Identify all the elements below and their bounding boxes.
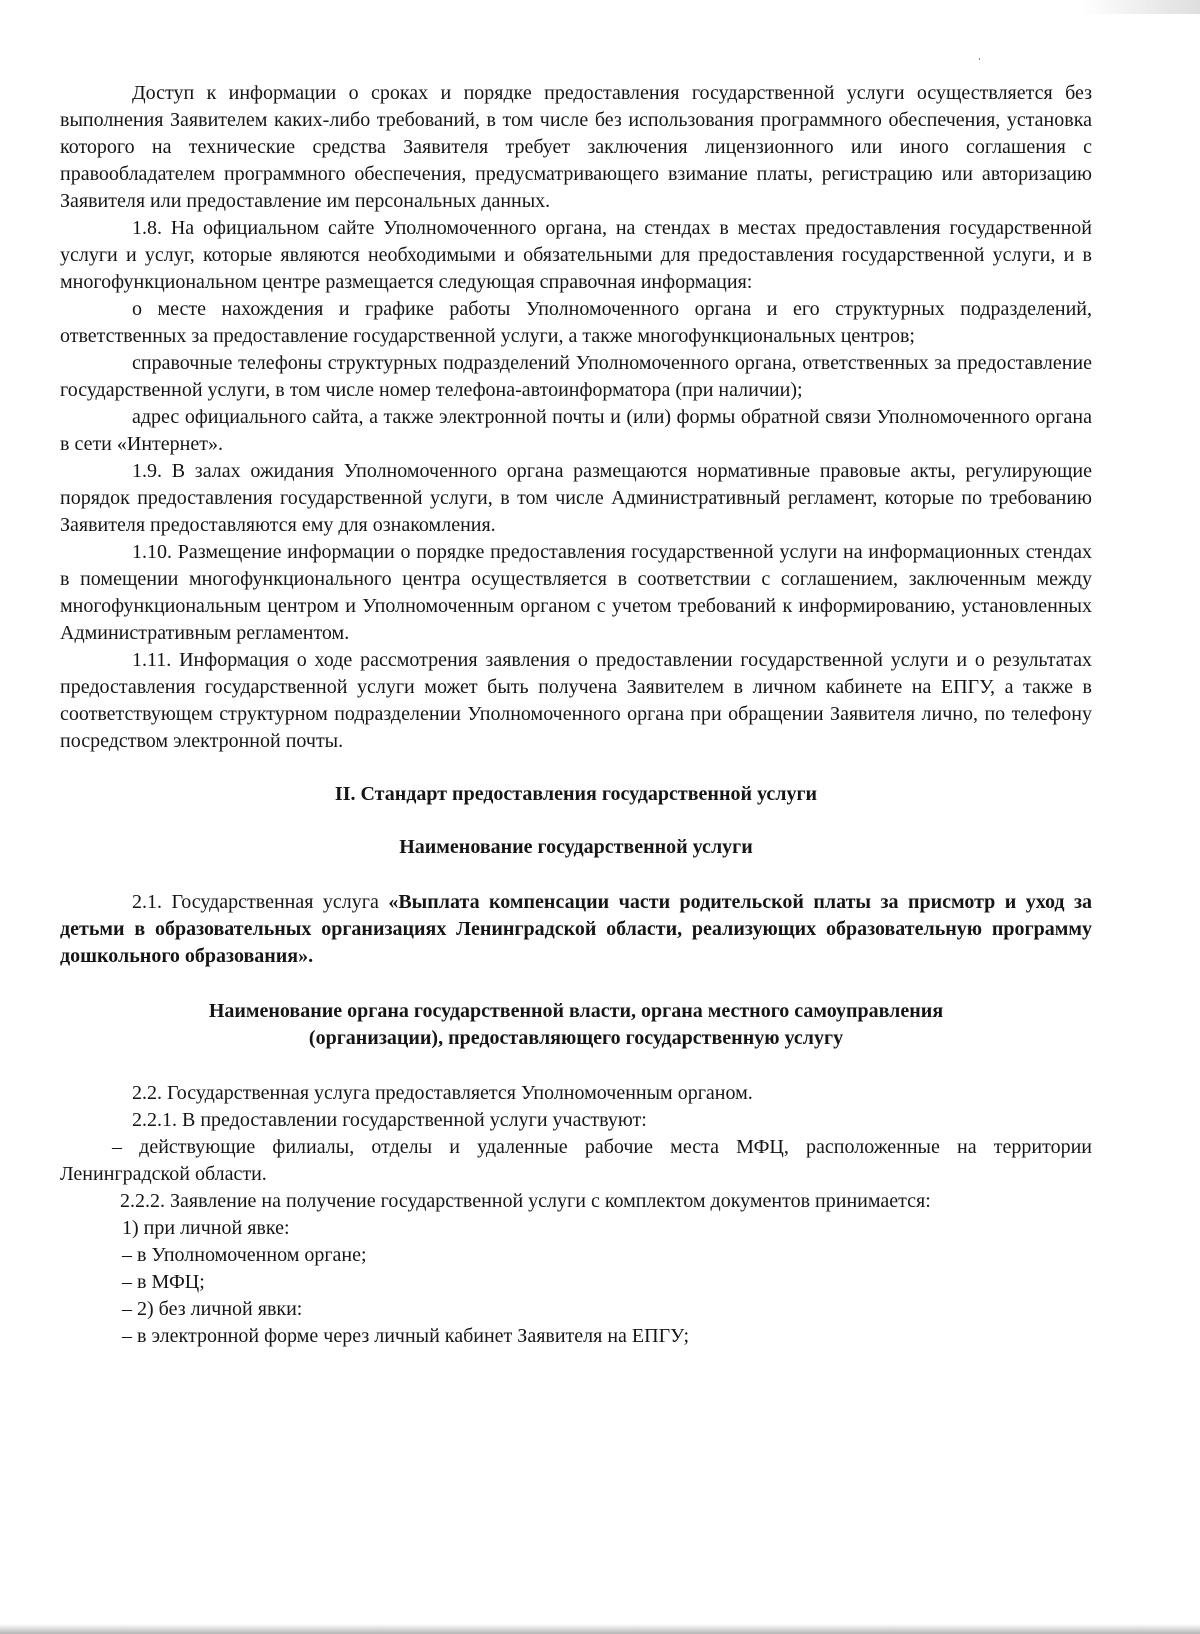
list-item-authority: – в Уполномоченном органе; xyxy=(122,1244,367,1266)
subsection-title-authority-line2: (организации), предоставляющего государственную услугу xyxy=(308,1027,844,1049)
scan-artifact xyxy=(979,58,980,60)
paragraph-1-8-phones: справочные телефоны структурных подразделений Уполномоченного органа, ответственных за предоставление государственной услуги, в том числе номер телефона-автоинформатора (при наличии); xyxy=(60,352,1092,401)
paragraph-1-8: 1.8. На официальном сайте Уполномоченного органа, на стендах в местах предоставления государственной услуги и услуг, которые являются необходимыми и обязательными для предоставления государственной услуги, и в многофункциональном центре размещается следующая справочная информация: xyxy=(60,217,1092,293)
subsection-title-authority-line1: Наименование органа государственной власти, органа местного самоуправления xyxy=(208,1000,944,1022)
list-item-remote: – 2) без личной явки: xyxy=(122,1298,303,1320)
paragraph-1-8-website: адрес официального сайта, а также электронной почты и (или) формы обратной связи Уполномоченного органа в сети «Интернет». xyxy=(60,406,1092,455)
scan-bottom-edge xyxy=(0,1624,1200,1634)
paragraph-2-2-1: 2.2.1. В предоставлении государственной услуги участвуют: xyxy=(132,1109,647,1131)
section-title: II. Стандарт предоставления государственной услуги xyxy=(334,783,818,805)
page-fold-shadow xyxy=(1080,0,1200,14)
paragraph-2-1-prefix: 2.1. Государственная услуга xyxy=(132,891,389,913)
paragraph-1-9: 1.9. В залах ожидания Уполномоченного органа размещаются нормативные правовые акты, регулирующие порядок предоставления государственной услуги, в том числе Административный регламент, которые по требованию Заявителя предоставляются ему для ознакомления. xyxy=(60,460,1092,536)
paragraph-1-11: 1.11. Информация о ходе рассмотрения заявления о предоставлении государственной услуги и о результатах предоставления государственной услуги может быть получена Заявителем в личном кабинете на ЕПГУ, а также в соответствующем структурном подразделении Уполномоченного органа при обращении Заявителя лично, по телефону посредством электронной почты. xyxy=(60,649,1092,752)
service-name-bold: «Выплата компенсации части родительской платы за присмотр и уход за детьми в образовательных организациях Ленинградской области, реализующих образовательную программу дошкольного образования». xyxy=(60,891,1092,967)
list-item-mfc: – в МФЦ; xyxy=(122,1271,205,1293)
paragraph-2-2-2: 2.2.2. Заявление на получение государственной услуги с комплектом документов принимается: xyxy=(120,1190,931,1212)
paragraph-2-2-1-mfc: – действующие филиалы, отделы и удаленные рабочие места МФЦ, расположенные на территории Ленинградской области. xyxy=(60,1136,1092,1185)
paragraph-1-10: 1.10. Размещение информации о порядке предоставления государственной услуги на информационных стендах в помещении многофункционального центра осуществляется в соответствии с соглашением, заключенным между многофункциональным центром и Уполномоченным органом с учетом требований к информированию, установленных Административным регламентом. xyxy=(60,541,1092,644)
list-item-in-person: 1) при личной явке: xyxy=(122,1217,290,1239)
paragraph-2-2: 2.2. Государственная услуга предоставляется Уполномоченным органом. xyxy=(132,1082,753,1104)
document-page xyxy=(60,80,1092,1350)
paragraph-2-1 xyxy=(60,889,1092,970)
paragraph-access-info: Доступ к информации о сроках и порядке предоставления государственной услуги осуществляется без выполнения Заявителем каких-либо требований, в том числе без использования программного обеспечения, установка которого на технические средства Заявителя требует заключения лицензионного или иного соглашения с правообладателем программного обеспечения, предусматривающего взимание платы, регистрацию или авторизацию Заявителя или предоставление им персональных данных. xyxy=(60,82,1092,212)
subsection-title-service-name: Наименование государственной услуги xyxy=(399,836,753,858)
paragraph-1-8-location: о месте нахождения и графике работы Уполномоченного органа и его структурных подразделений, ответственных за предоставление государственной услуги, а также многофункциональных центров; xyxy=(60,298,1092,347)
list-item-epgu: – в электронной форме через личный кабинет Заявителя на ЕПГУ; xyxy=(122,1325,690,1347)
